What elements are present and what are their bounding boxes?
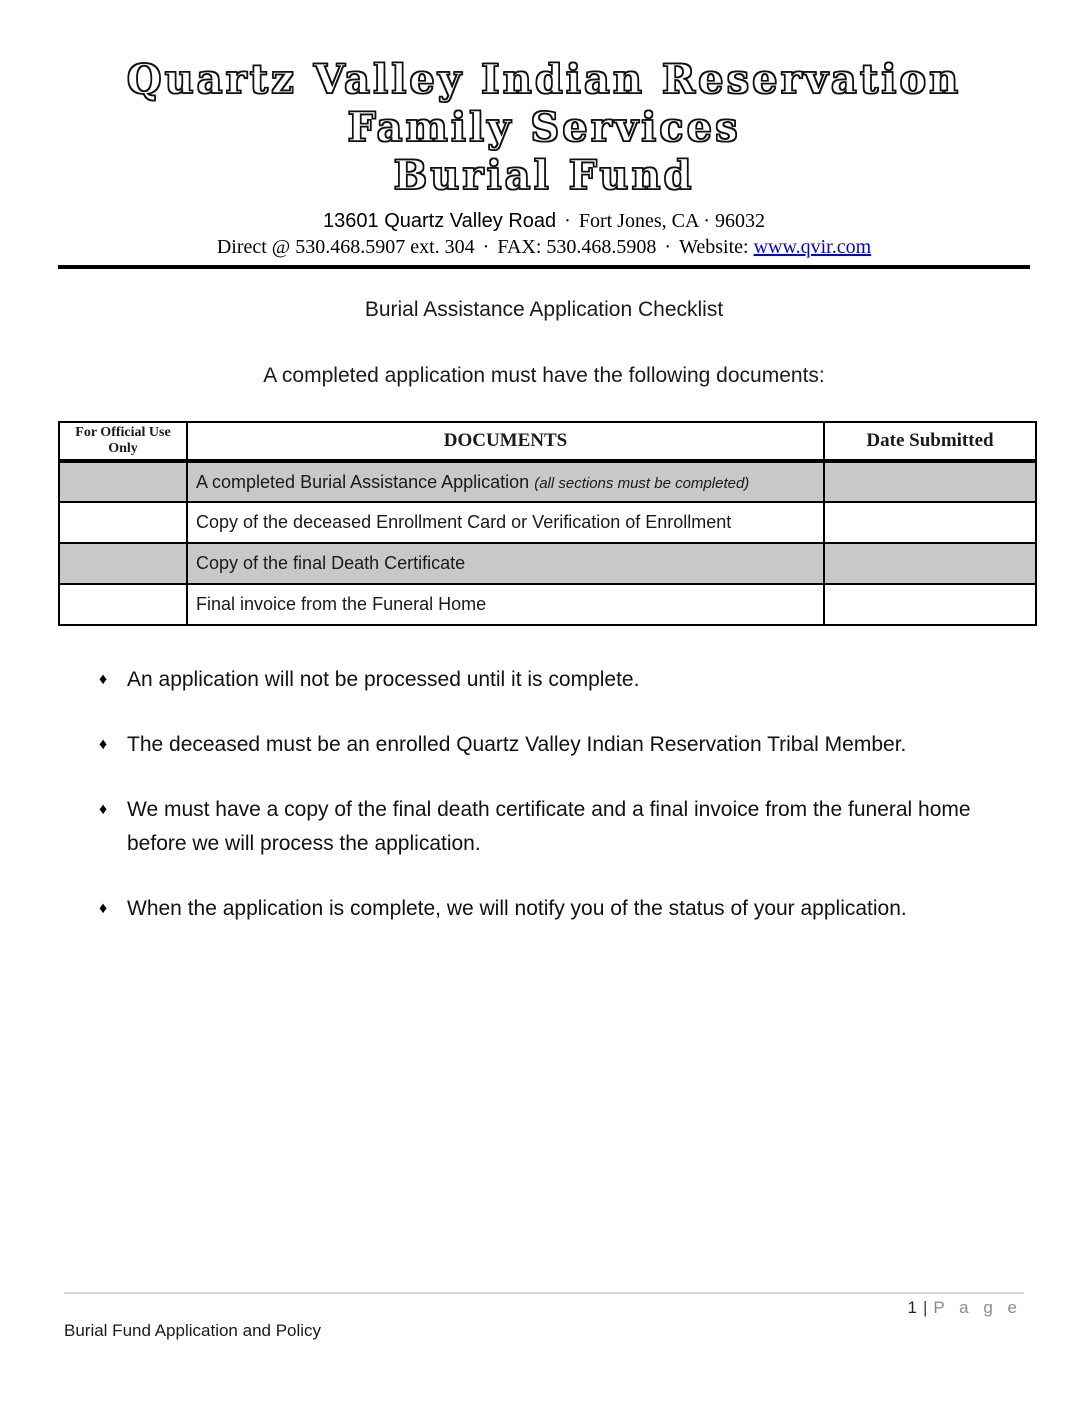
document-cell [187,543,824,584]
dot-separator: · [564,210,571,232]
list-item [99,728,1088,762]
column-header-date-submitted: Date Submitted [824,422,1036,461]
page-number-indicator [908,1298,1022,1318]
bullet-text: An application will not be processed until it is complete. [127,668,640,691]
table-row [59,461,1036,502]
dot-separator: · [482,236,490,258]
page-number-separator: | [923,1298,928,1317]
column-header-official-use: For Official Use Only [59,422,187,461]
intro-text: A completed application must have the following documents: [263,364,825,387]
diamond-bullet-icon: ♦ [99,900,108,917]
website-label: Website: [679,236,749,258]
document-text: Final invoice from the Funeral Home [196,594,487,614]
document-cell [187,584,824,625]
page-label: P a g e [933,1298,1022,1317]
table-header-row [59,422,1036,461]
fax-number: FAX: 530.468.5908 [497,236,657,258]
table-row [59,502,1036,543]
date-submitted-cell [824,461,1036,502]
column-header-documents: DOCUMENTS [187,422,824,461]
bullet-text: When the application is complete, we will notify you of the status of your application. [127,897,907,920]
diamond-bullet-icon: ♦ [99,671,108,688]
official-use-cell [59,584,187,625]
document-note: (all sections must be completed) [534,474,750,492]
org-name-line-2: Family Services [347,104,741,151]
org-name-line-1: Quartz Valley Indian Reservation [126,56,962,103]
official-use-cell [59,543,187,584]
documents-checklist-table [58,421,1037,626]
document-text: Copy of the deceased Enrollment Card or Verification of Enrollment [196,512,732,532]
org-name-line-3: Burial Fund [393,152,695,199]
list-item [99,892,1088,926]
diamond-bullet-icon: ♦ [99,736,108,753]
date-submitted-cell [824,584,1036,625]
bullet-text: The deceased must be an enrolled Quartz Valley Indian Reservation Tribal Member. [127,733,907,756]
official-use-cell [59,461,187,502]
bullet-text: We must have a copy of the final death certificate and a final invoice from the funeral home before we will process the application. [127,798,971,855]
address-line [0,208,1088,234]
direct-phone: Direct @ 530.468.5907 ext. 304 [216,236,475,258]
letterhead-divider [58,265,1030,269]
policy-bullet-list [0,663,1088,926]
date-submitted-cell [824,502,1036,543]
document-cell [187,461,824,502]
table-row [59,584,1036,625]
dot-separator: · [664,236,672,258]
page-title: Burial Assistance Application Checklist [364,298,724,321]
letterhead [0,0,1088,269]
date-submitted-cell [824,543,1036,584]
page-number: 1 [907,1298,917,1317]
document-text: A completed Burial Assistance Application [196,471,535,492]
footer-document-title: Burial Fund Application and Policy [64,1321,322,1340]
website-link[interactable]: www.qvir.com [753,236,872,258]
list-item [99,793,1088,861]
contact-line [0,234,1088,260]
document-text: Copy of the final Death Certificate [196,553,466,573]
official-use-cell [59,502,187,543]
street-address: 13601 Quartz Valley Road [323,210,557,232]
diamond-bullet-icon: ♦ [99,801,108,818]
list-item [99,663,1088,697]
table-row [59,543,1036,584]
city-state-zip: Fort Jones, CA · 96032 [578,210,765,232]
document-cell [187,502,824,543]
footer-divider [64,1292,1024,1294]
